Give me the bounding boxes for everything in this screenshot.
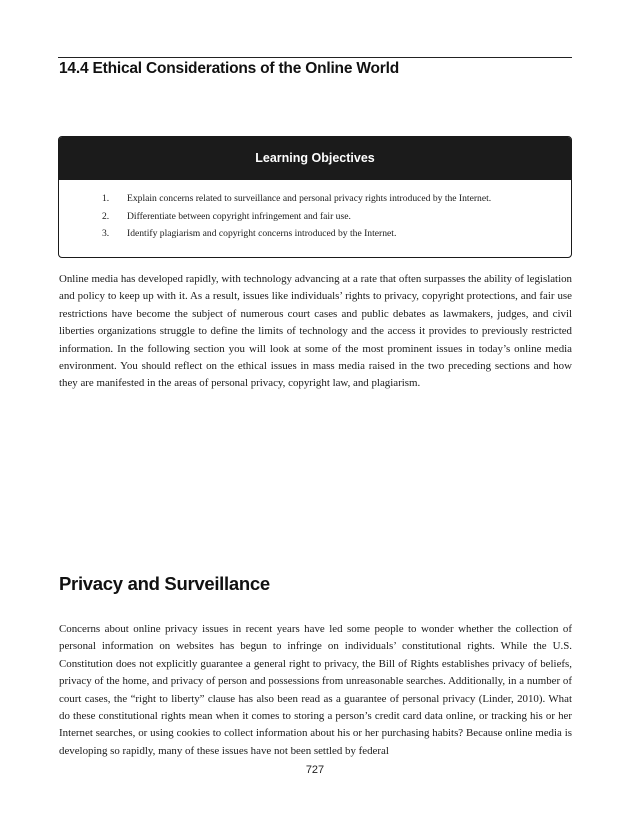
list-item-number: 3.: [102, 228, 110, 239]
privacy-paragraph: Concerns about online privacy issues in recent years have led some people to wonder whether the collection of personal information on websites has begun to infringe on individuals’ constitutional rights. While the U.S. Constitution does not explicitly guarantee a general right to privacy, the Bill of Rights establishes privacy of beliefs, privacy of the home, and privacy of person and possessions from unreasonable searches. Additionally, in a number of court cases, the “right to liberty” clause has also been read as a guarantee of personal privacy (Linder, 2010). What do these constitutional rights mean when it comes to storing a person’s credit card data online, or tracking his or her Internet searches, or using cookies to collect information about his or her purchasing habits? Because online media is developing so rapidly, many of these issues have not been settled by federal: [59, 623, 572, 757]
section-title: 14.4 Ethical Considerations of the Online World: [59, 60, 399, 77]
list-item: [59, 225, 571, 243]
privacy-heading: Privacy and Surveillance: [59, 573, 270, 594]
list-item: [59, 190, 571, 208]
list-item-number: 2.: [102, 210, 110, 222]
intro-paragraph: Online media has developed rapidly, with technology advancing at a rate that often surpasses the ability of legislation and policy to keep up with it. As a result, issues like individuals’ rights to privacy, copyright protections, and fair use restrictions have become the subject of numerous court cases and public debates as lawmakers, judges, and civil liberties organizations struggle to define the limits of technology and the access it provides to previously restricted information. In the following section you will look at some of the most prominent issues in today’s online media environment. You should reflect on the ethical issues in mass media raised in the two preceding sections and how they are manifested in the areas of personal privacy, copyright law, and plagiarism.: [59, 273, 572, 390]
list-item-text: Identify plagiarism and copyright concerns introduced by the Internet.: [127, 228, 397, 239]
list-item-text: Differentiate between copyright infringement and fair use.: [127, 210, 351, 222]
page-number: 727: [305, 764, 325, 776]
top-rule: [58, 57, 572, 58]
learning-objectives-box: [58, 136, 572, 258]
learning-objectives-list: [59, 180, 571, 243]
list-item-text: Explain concerns related to surveillance and personal privacy rights introduced by the Internet.: [127, 193, 492, 204]
learning-objectives-heading: Learning Objectives: [59, 137, 571, 180]
list-item: [59, 208, 571, 226]
list-item-number: 1.: [102, 193, 110, 204]
